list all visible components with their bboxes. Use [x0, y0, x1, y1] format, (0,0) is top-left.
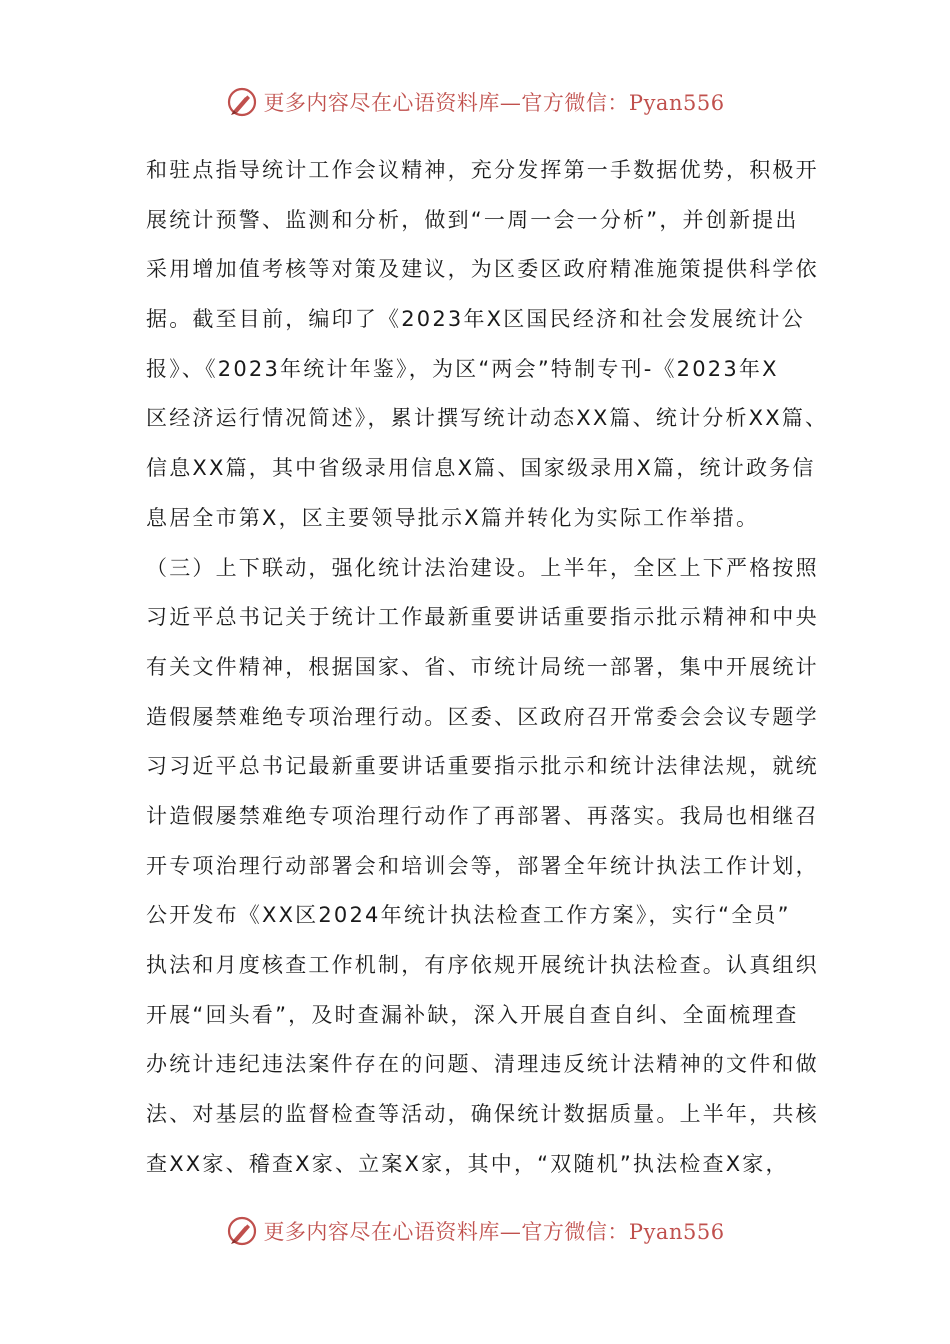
text-line: 习近平总书记关于统计工作最新重要讲话重要指示批示精神和中央	[146, 605, 819, 630]
footer-banner	[0, 1211, 950, 1251]
pen-logo-icon	[225, 85, 259, 119]
banner-text: 更多内容尽在心语资料库—官方微信：Pyan556	[263, 91, 725, 115]
text-line: 计造假屡禁难绝专项治理行动作了再部署、再落实。我局也相继召	[146, 803, 819, 828]
text-line: 有关文件精神，根据国家、省、市统计局统一部署，集中开展统计	[146, 654, 819, 679]
text-line: 区经济运行情况简述》，累计撰写统计动态XX篇、统计分析XX篇、	[146, 406, 829, 431]
text-line: 展统计预警、监测和分析，做到“一周一会一分析”，并创新提出	[146, 207, 799, 232]
text-line: 报》、《2023年统计年鉴》，为区“两会”特制专刊-《2023年X	[146, 356, 779, 381]
text-line: 开展“回头看”，及时查漏补缺，深入开展自查自纠、全面梳理查	[146, 1002, 799, 1027]
text-line: 执法和月度核查工作机制，有序依规开展统计执法检查。认真组织	[146, 953, 819, 977]
text-line: 公开发布《XX区2024年统计执法检查工作方案》，实行“全员”	[146, 903, 791, 928]
section-heading-line: （三）上下联动，强化统计法治建设。上半年，全区上下严格按照	[146, 555, 819, 580]
text-line: 信息XX篇，其中省级录用信息X篇、国家级录用X篇，统计政务信	[146, 456, 816, 481]
text-line: 据。截至目前，编印了《2023年X区国民经济和社会发展统计公	[146, 307, 805, 332]
text-line: 法、对基层的监督检查等活动，确保统计数据质量。上半年，共核	[146, 1102, 819, 1127]
text-line: 习习近平总书记最新重要讲话重要指示批示和统计法律法规，就统	[146, 754, 819, 779]
header-banner	[0, 82, 950, 122]
pen-logo-icon	[225, 1214, 259, 1248]
text-line: 查XX家、稽查X家、立案X家，其中，“双随机”执法检查X家，	[146, 1151, 789, 1176]
text-line: 造假屡禁难绝专项治理行动。区委、区政府召开常委会会议专题学	[146, 704, 819, 729]
text-line: 开专项治理行动部署会和培训会等，部署全年统计执法工作计划，	[146, 853, 819, 878]
document-body	[146, 146, 829, 1189]
text-line: 采用增加值考核等对策及建议，为区委区政府精准施策提供科学依	[146, 257, 819, 282]
text-line: 办统计违纪违法案件存在的问题、清理违反统计法精神的文件和做	[146, 1052, 819, 1077]
text-line: 和驻点指导统计工作会议精神，充分发挥第一手数据优势，积极开	[146, 158, 819, 182]
banner-text: 更多内容尽在心语资料库—官方微信：Pyan556	[263, 1220, 725, 1244]
text-line: 息居全市第X，区主要领导批示X篇并转化为实际工作举措。	[146, 505, 760, 530]
